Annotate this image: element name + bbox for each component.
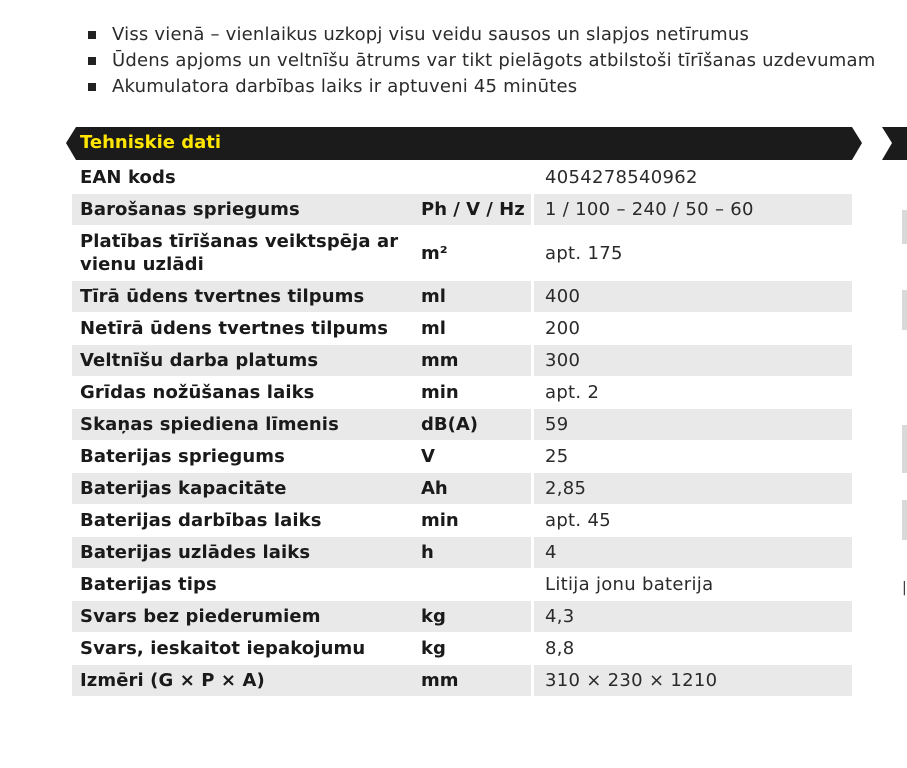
spec-value: 400	[531, 281, 852, 312]
spec-label: Baterijas spriegums	[72, 441, 413, 472]
spec-value: 310 × 230 × 1210	[531, 665, 852, 696]
spec-row	[72, 226, 852, 280]
spec-value: 59	[531, 409, 852, 440]
spec-unit: min	[413, 505, 531, 536]
spec-row	[72, 281, 852, 312]
feature-item: Akumulatora darbības laiks ir aptuveni 45 minūtes	[82, 74, 875, 100]
spec-value: 4	[531, 537, 852, 568]
spec-label: Grīdas nožūšanas laiks	[72, 377, 413, 408]
spec-row	[72, 194, 852, 225]
spec-label: Platības tīrīšanas veiktspēja ar vienu uzlādi	[72, 226, 413, 280]
spec-label: Skaņas spiediena līmenis	[72, 409, 413, 440]
spec-row	[72, 441, 852, 472]
spec-value: 300	[531, 345, 852, 376]
spec-unit: mm	[413, 345, 531, 376]
next-panel-header-edge	[876, 127, 907, 160]
spec-row	[72, 505, 852, 536]
spec-label: Svars, ieskaitot iepakojumu	[72, 633, 413, 664]
spec-value: 200	[531, 313, 852, 344]
next-panel-text-edge: |	[902, 580, 907, 596]
spec-label: Barošanas spriegums	[72, 194, 413, 225]
spec-row	[72, 473, 852, 504]
spec-row	[72, 313, 852, 344]
spec-value: 25	[531, 441, 852, 472]
spec-value: 2,85	[531, 473, 852, 504]
next-panel-row-edge	[902, 290, 907, 330]
spec-label: Veltnīšu darba platums	[72, 345, 413, 376]
spec-label: Baterijas uzlādes laiks	[72, 537, 413, 568]
spec-row	[72, 162, 852, 193]
next-panel-row-edge	[902, 500, 907, 540]
feature-item: Viss vienā – vienlaikus uzkopj visu veidu sausos un slapjos netīrumus	[82, 22, 875, 48]
spec-unit: Ph / V / Hz	[413, 194, 531, 225]
spec-label: Baterijas kapacitāte	[72, 473, 413, 504]
spec-value: 4054278540962	[531, 162, 852, 193]
spec-label: Tīrā ūdens tvertnes tilpums	[72, 281, 413, 312]
spec-unit: mm	[413, 665, 531, 696]
spec-value: 4,3	[531, 601, 852, 632]
spec-unit	[413, 569, 531, 600]
spec-row	[72, 537, 852, 568]
spec-value: apt. 45	[531, 505, 852, 536]
spec-unit: Ah	[413, 473, 531, 504]
spec-label: Baterijas darbības laiks	[72, 505, 413, 536]
section-title: Tehniskie dati	[80, 132, 222, 153]
next-panel-row-edge	[902, 210, 907, 244]
spec-unit: m²	[413, 226, 531, 280]
spec-unit: ml	[413, 313, 531, 344]
spec-value: Litija jonu baterija	[531, 569, 852, 600]
spec-row	[72, 345, 852, 376]
spec-row	[72, 377, 852, 408]
spec-value: 1 / 100 – 240 / 50 – 60	[531, 194, 852, 225]
spec-label: Izmēri (G × P × A)	[72, 665, 413, 696]
spec-label: Svars bez piederumiem	[72, 601, 413, 632]
feature-list	[82, 22, 875, 100]
spec-unit	[413, 162, 531, 193]
spec-unit: ml	[413, 281, 531, 312]
spec-row	[72, 569, 852, 600]
spec-row	[72, 601, 852, 632]
feature-item: Ūdens apjoms un veltnīšu ātrums var tikt pielāgots atbilstoši tīrīšanas uzdevumam	[82, 48, 875, 74]
spec-unit: dB(A)	[413, 409, 531, 440]
spec-unit: kg	[413, 601, 531, 632]
spec-label: EAN kods	[72, 162, 413, 193]
spec-row	[72, 665, 852, 696]
spec-value: apt. 175	[531, 226, 852, 280]
spec-value: 8,8	[531, 633, 852, 664]
spec-row	[72, 633, 852, 664]
spec-unit: V	[413, 441, 531, 472]
spec-label: Baterijas tips	[72, 569, 413, 600]
spec-label: Netīrā ūdens tvertnes tilpums	[72, 313, 413, 344]
next-panel-row-edge	[902, 425, 907, 473]
spec-value: apt. 2	[531, 377, 852, 408]
spec-row	[72, 409, 852, 440]
spec-table	[72, 161, 852, 697]
spec-unit: h	[413, 537, 531, 568]
spec-unit: kg	[413, 633, 531, 664]
spec-unit: min	[413, 377, 531, 408]
